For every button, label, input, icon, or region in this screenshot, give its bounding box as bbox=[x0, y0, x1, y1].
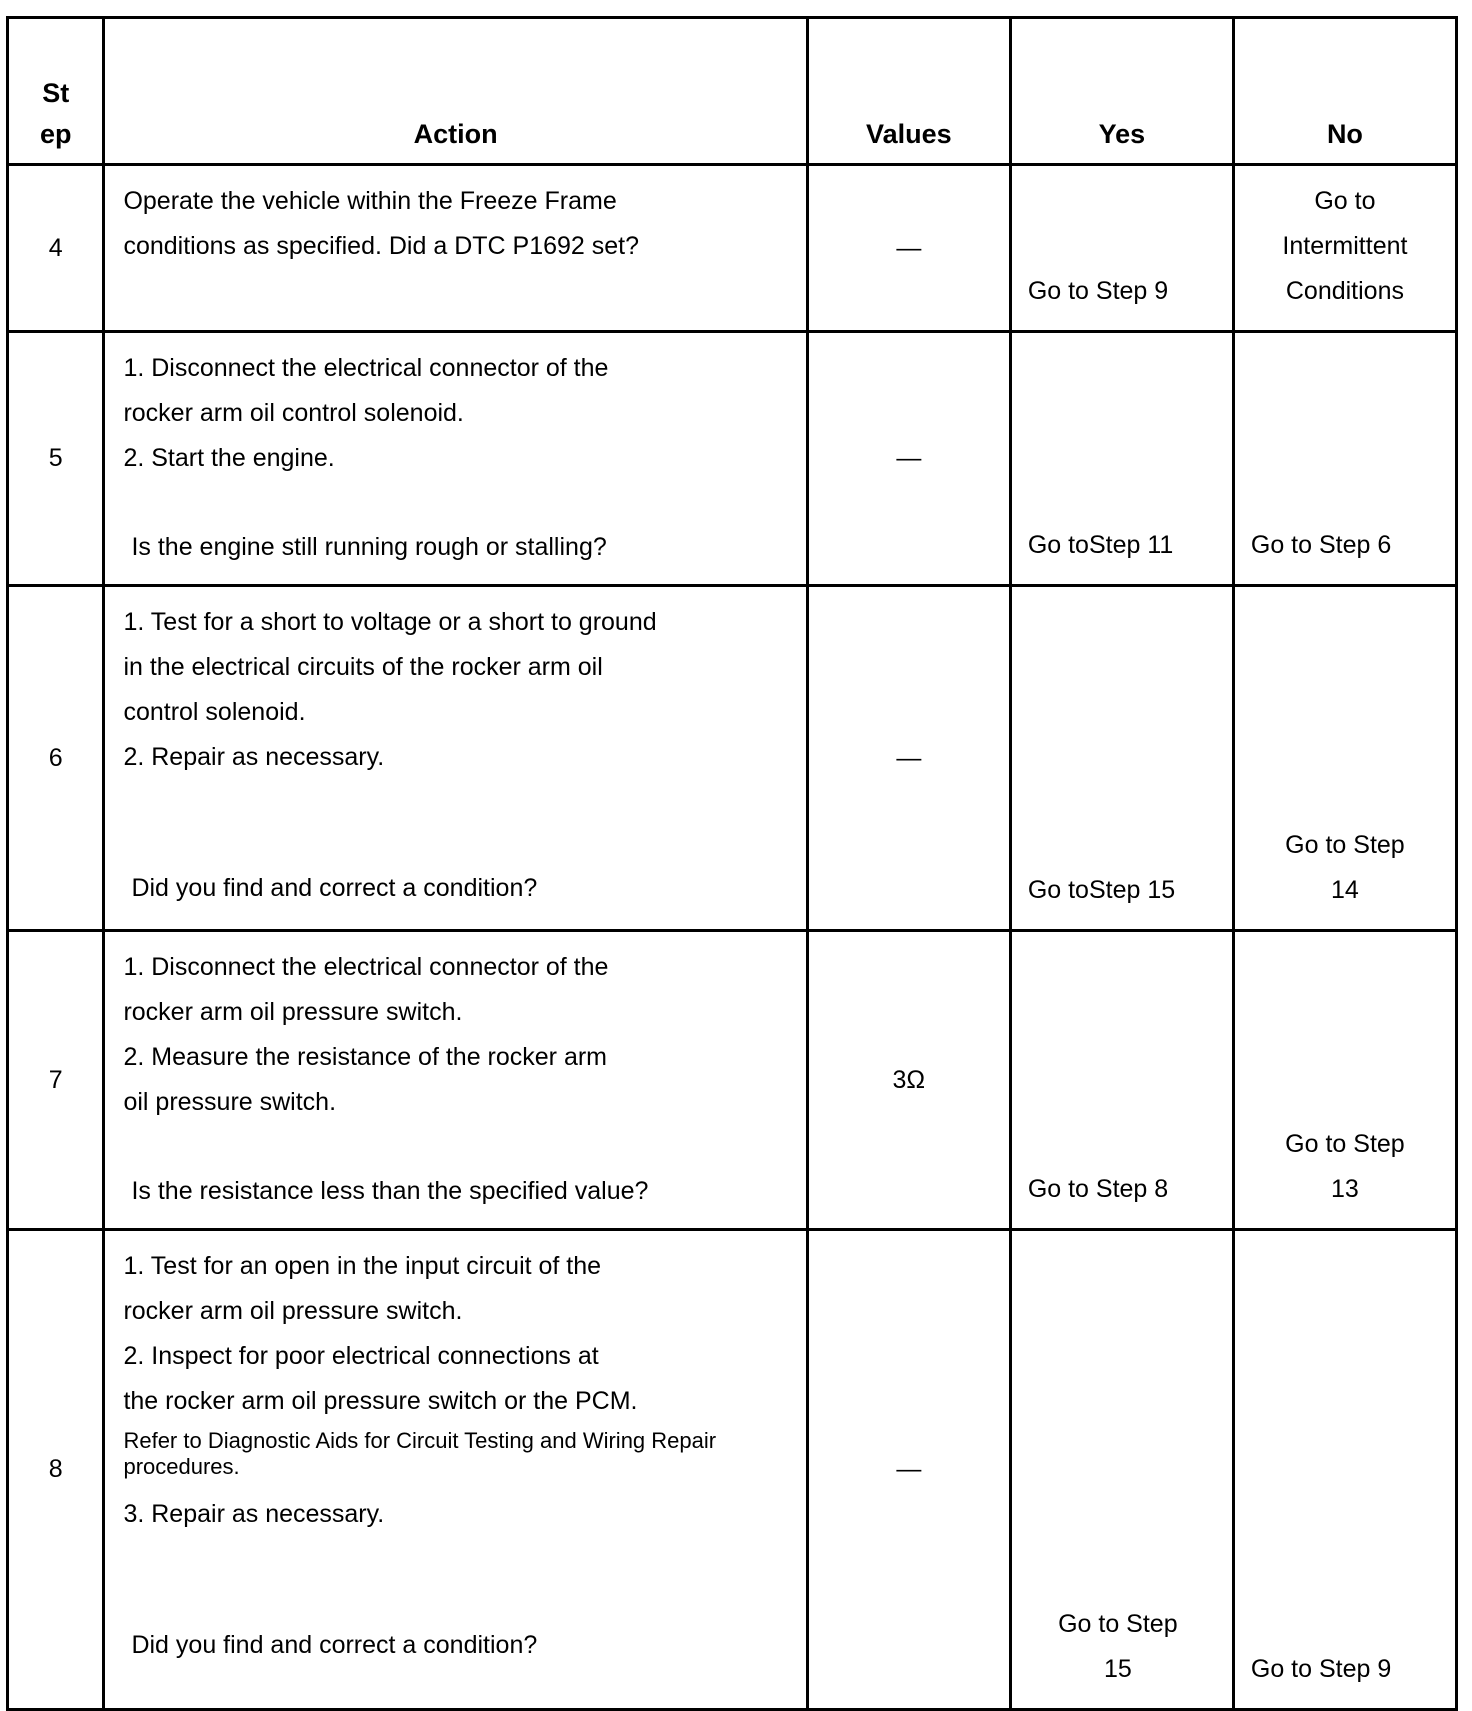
header-yes: Yes bbox=[1010, 18, 1233, 165]
no-cell: Go to Step 6 bbox=[1233, 332, 1456, 586]
no-cell: Go to Intermittent Conditions bbox=[1233, 165, 1456, 332]
header-action: Action bbox=[104, 18, 807, 165]
value-cell: — bbox=[807, 332, 1010, 586]
table-row-step-8 bbox=[8, 1230, 1457, 1710]
action-cell: Operate the vehicle within the Freeze Frame conditions as specified. Did a DTC P1692 set? bbox=[104, 165, 807, 332]
action-cell: 1. Disconnect the electrical connector of the rocker arm oil pressure switch. 2. Measure the resistance of the rocker arm oil pressure switch. Is the resistance less than the specified value? bbox=[104, 931, 807, 1230]
step-number: 4 bbox=[8, 165, 104, 332]
yes-cell: Go toStep 11 bbox=[1010, 332, 1233, 586]
yes-cell: Go to Step 9 bbox=[1010, 165, 1233, 332]
table-row-step-7 bbox=[8, 931, 1457, 1230]
step-number: 5 bbox=[8, 332, 104, 586]
table-row-step-5 bbox=[8, 332, 1457, 586]
header-row bbox=[8, 18, 1457, 165]
question-text: Did you find and correct a condition? bbox=[131, 1631, 538, 1659]
diagnostic-table bbox=[6, 16, 1458, 1711]
question-text: Is the resistance less than the specified value? bbox=[131, 1177, 649, 1205]
value-cell: 3Ω bbox=[807, 931, 1010, 1230]
yes-cell: Go to Step 8 bbox=[1010, 931, 1233, 1230]
value-cell: — bbox=[807, 586, 1010, 931]
header-step: St ep bbox=[8, 18, 104, 165]
value-cell: — bbox=[807, 1230, 1010, 1710]
table-row-step-6 bbox=[8, 586, 1457, 931]
question-text: Did you find and correct a condition? bbox=[131, 874, 538, 902]
no-cell: Go to Step 13 bbox=[1233, 931, 1456, 1230]
action-cell: 1. Test for an open in the input circuit of the rocker arm oil pressure switch. 2. Inspect for poor electrical connections at the rocker arm oil pressure switch or the PCM. Refer to Diagnostic Aids for Circuit Testing and Wiring Repair procedures. 3. Repair as necessary. Did you find and correct a condition? bbox=[104, 1230, 807, 1710]
reference-note: Refer to Diagnostic Aids for Circuit Testing and Wiring Repair procedures. bbox=[123, 1428, 717, 1479]
step-number: 6 bbox=[8, 586, 104, 931]
header-values: Values bbox=[807, 18, 1010, 165]
no-cell: Go to Step 9 bbox=[1233, 1230, 1456, 1710]
question-text: Is the engine still running rough or stalling? bbox=[131, 533, 607, 561]
header-no: No bbox=[1233, 18, 1456, 165]
yes-cell: Go toStep 15 bbox=[1010, 586, 1233, 931]
step-number: 7 bbox=[8, 931, 104, 1230]
table-row-step-4 bbox=[8, 165, 1457, 332]
action-cell: 1. Disconnect the electrical connector of the rocker arm oil control solenoid. 2. Start the engine. Is the engine still running rough or stalling? bbox=[104, 332, 807, 586]
yes-cell: Go to Step 15 bbox=[1010, 1230, 1233, 1710]
value-cell: — bbox=[807, 165, 1010, 332]
no-cell: Go to Step 14 bbox=[1233, 586, 1456, 931]
step-number: 8 bbox=[8, 1230, 104, 1710]
action-cell: 1. Test for a short to voltage or a short to ground in the electrical circuits of the rocker arm oil control solenoid. 2. Repair as necessary. Did you find and correct a condition? bbox=[104, 586, 807, 931]
